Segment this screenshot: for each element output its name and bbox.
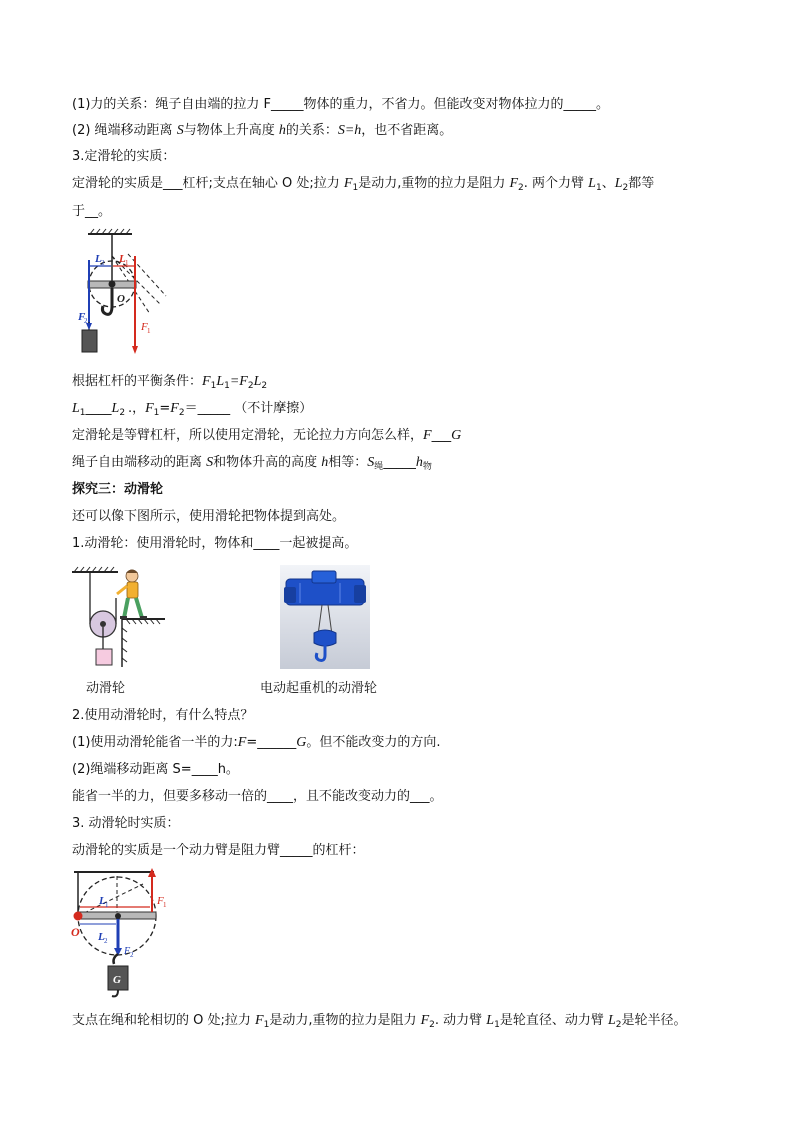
caption-crane-pulley: 电动起重机的动滑轮 <box>260 681 378 696</box>
line-fulcrum-description: 支点在绳和轮相切的 O 处;拉力 $F_1$是动力,重物的拉力是阻力 $F_2$. 动力臂 $L_1$是轮直径、动力臂 $L_2$是轮半径。 <box>72 1013 687 1030</box>
heading-movable-essence: 3. 动滑轮时实质： <box>72 816 180 831</box>
fig3-label-f1: F <box>157 895 164 907</box>
line-intro-movable: 还可以像下图所示，使用滑轮把物体提到高处。 <box>72 509 346 524</box>
fig1-label-o: O <box>117 293 125 305</box>
movable-pulley-person-diagram <box>70 562 170 672</box>
line-movable-features: 2.使用动滑轮时，有什么特点？ <box>72 708 254 723</box>
heading-explore-three: 探究三：动滑轮 <box>72 482 164 497</box>
movable-pulley-lever-diagram <box>68 866 178 1001</box>
fig1-label-l2: L <box>95 253 102 265</box>
fig3-label-l2: L <box>98 931 105 943</box>
svg-text:1: 1 <box>147 327 151 335</box>
line-equal-arms: 于__。 <box>72 204 112 219</box>
line-rope-distance-movable: (2)绳端移动距离 S=____h。 <box>72 762 239 777</box>
line-arm-compare: $L_1\_\_\_\_L_2$ .，$F_1=F_2=\_\_\_\_\_$ （不计摩擦） <box>72 401 313 418</box>
line-save-half-force: (1)使用动滑轮能省一半的力:F=______G。但不能改变力的方向. <box>72 735 441 750</box>
svg-text:2: 2 <box>104 937 108 945</box>
fig3-label-o: O <box>71 925 80 939</box>
fig1-label-l1: L <box>119 253 126 265</box>
caption-movable-pulley: 动滑轮 <box>86 681 126 696</box>
fig1-label-f1: F <box>141 321 148 333</box>
fig1-label-f2: F <box>78 311 86 323</box>
line-fixed-pulley-lever: 定滑轮的实质是___杠杆;支点在轴心 O 处;拉力 $F_1$是动力,重物的拉力是阻力 $F_2$. 两个力臂 $L_1$、$L_2$都等 <box>72 176 655 193</box>
svg-text:1: 1 <box>105 901 109 909</box>
fig3-label-l1: L <box>99 895 106 907</box>
line-rope-distance: 绳子自由端移动的距离 S和物体升高的高度 h相等：$S_绳\_\_\_\_\_h_物$ <box>72 455 432 472</box>
fig3-label-f2: F <box>124 946 131 957</box>
line-equal-arm-lever: 定滑轮是等臂杠杆，所以使用定滑轮，无论拉力方向怎么样，F___G <box>72 428 462 443</box>
line-force-relation: (1)力的关系：绳子自由端的拉力 F_____物体的重力，不省力。但能改变对物体拉力的_____。 <box>72 97 610 112</box>
electric-crane-image <box>280 565 370 669</box>
line-balance-condition: 根据杠杆的平衡条件：$F_1L_1=F_2L_2$ <box>72 374 268 391</box>
line-movable-definition: 1.动滑轮：使用滑轮时，物体和____一起被提高。 <box>72 536 358 551</box>
svg-text:2: 2 <box>130 951 134 959</box>
line-distance-relation: (2) 绳端移动距离 S与物体上升高度 h的关系：S=h，也不省距离。 <box>72 123 453 138</box>
svg-text:2: 2 <box>84 317 88 325</box>
line-double-distance: 能省一半的力，但要多移动一倍的____，且不能改变动力的___。 <box>72 789 443 804</box>
svg-text:1: 1 <box>125 259 129 267</box>
line-movable-lever: 动滑轮的实质是一个动力臂是阻力臂_____的杠杆： <box>72 843 365 858</box>
svg-text:1: 1 <box>163 901 167 909</box>
fig3-label-g: G <box>113 974 121 986</box>
svg-text:2: 2 <box>101 259 105 267</box>
heading-fixed-pulley-essence: 3.定滑轮的实质： <box>72 149 176 164</box>
fixed-pulley-lever-diagram <box>70 226 170 356</box>
